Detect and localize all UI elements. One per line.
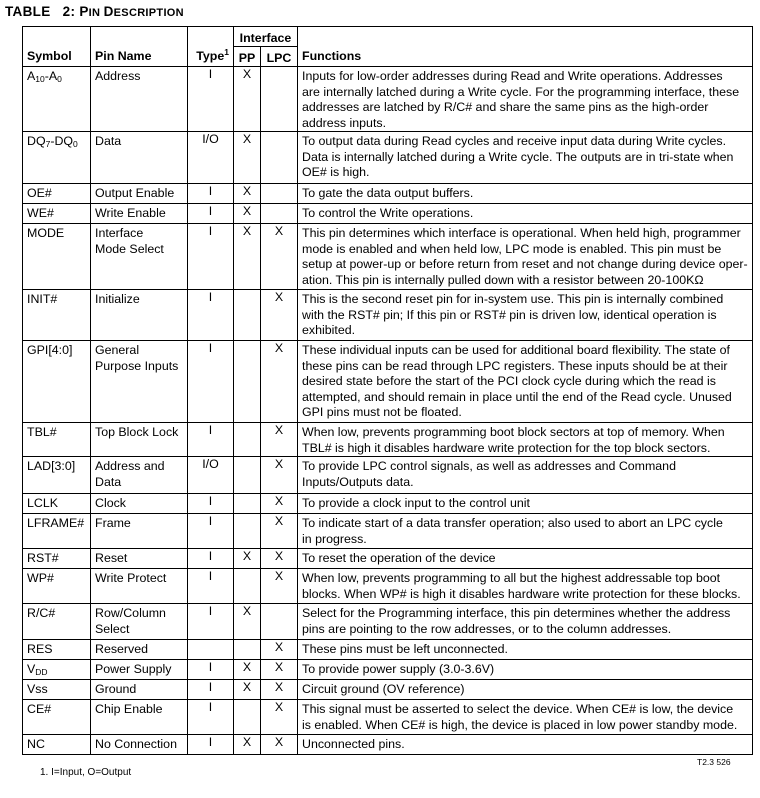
header-lpc: LPC <box>261 47 298 67</box>
cell-pin-name <box>91 680 188 700</box>
table-reference: T2.3 526 <box>697 757 731 767</box>
function-line: Data is internally latched during a Write cycle. The outputs are in tri-state when <box>302 149 734 164</box>
function-line: To control the Write operations. <box>302 206 474 220</box>
cell-pin-name <box>91 700 188 735</box>
cell-lpc: X <box>261 680 298 700</box>
cell-functions <box>298 514 753 549</box>
pin-name-line: Reset <box>95 551 128 565</box>
symbol-part: R/C# <box>27 606 56 620</box>
cell-functions <box>298 224 753 290</box>
function-line: is enabled. When CE# is high, the device is placed in low power standby mode. <box>302 717 738 732</box>
symbol-part: 7 <box>45 139 51 149</box>
cell-functions <box>298 132 753 184</box>
table-row <box>23 290 753 341</box>
function-line: To provide power supply (3.0-3.6V) <box>302 662 495 676</box>
cell-type: I <box>188 660 234 680</box>
cell-functions <box>298 569 753 604</box>
table-row <box>23 494 753 514</box>
cell-functions <box>298 67 753 132</box>
symbol-part: CE# <box>27 702 52 716</box>
symbol-part: LFRAME# <box>27 516 85 530</box>
cell-pin-name <box>91 514 188 549</box>
cell-pin-name <box>91 290 188 341</box>
pin-name-line: Initialize <box>95 292 140 306</box>
cell-pin-name <box>91 604 188 640</box>
pin-name-line: Address and <box>95 459 165 473</box>
cell-functions <box>298 604 753 640</box>
function-line: To reset the operation of the device <box>302 551 496 565</box>
cell-symbol <box>23 660 91 680</box>
cell-lpc: X <box>261 494 298 514</box>
cell-pin-name <box>91 224 188 290</box>
pin-name-line: No Connection <box>95 737 177 751</box>
title-label: TABLE <box>5 4 51 19</box>
function-line: When low, prevents programming to all but the highest addressable top boot <box>302 571 721 585</box>
table-row <box>23 640 753 660</box>
cell-type: I <box>188 67 234 132</box>
header-type <box>188 27 234 67</box>
header-pp: PP <box>234 47 261 67</box>
cell-pin-name <box>91 735 188 755</box>
symbol-part: A <box>27 69 36 83</box>
header-type-label: Type <box>196 48 225 63</box>
cell-pin-name <box>91 569 188 604</box>
function-line: This signal must be asserted to select the device. When CE# is low, the device <box>302 702 734 716</box>
cell-lpc: X <box>261 290 298 341</box>
cell-pin-name <box>91 67 188 132</box>
table-row <box>23 680 753 700</box>
symbol-part: LCLK <box>27 496 58 510</box>
title-name: PIN DESCRIPTION <box>79 4 184 19</box>
cell-type: I <box>188 341 234 423</box>
function-line: Inputs for low-order addresses during Read and Write operations. Addresses <box>302 69 723 83</box>
table-row <box>23 67 753 132</box>
cell-type: I <box>188 604 234 640</box>
cell-pin-name <box>91 204 188 224</box>
cell-functions <box>298 204 753 224</box>
cell-functions <box>298 494 753 514</box>
cell-type: I <box>188 514 234 549</box>
function-line: pins are pointing to the row addresses, or to the column addresses. <box>302 621 672 636</box>
table-row <box>23 224 753 290</box>
pin-name-line: Power Supply <box>95 662 172 676</box>
cell-symbol <box>23 494 91 514</box>
table-row <box>23 204 753 224</box>
pin-name-line: Top Block Lock <box>95 425 179 439</box>
cell-pin-name <box>91 184 188 204</box>
footnote-marker: 1 <box>224 46 229 57</box>
function-line: desired state before the start of the PCI clock cycle during which the read is <box>302 374 716 388</box>
cell-symbol <box>23 514 91 549</box>
cell-functions <box>298 549 753 569</box>
cell-symbol <box>23 735 91 755</box>
function-line: addresses are latched by R/C# and share the same pins as the high-order <box>302 100 709 114</box>
pin-name-line: Chip Enable <box>95 702 163 716</box>
cell-type: I <box>188 224 234 290</box>
pin-name-line: Output Enable <box>95 186 175 200</box>
function-line: To output data during Read cycles and receive input data during Write cycles. <box>302 134 727 148</box>
pin-name-line: Reserved <box>95 642 149 656</box>
cell-pin-name <box>91 549 188 569</box>
cell-symbol <box>23 604 91 640</box>
cell-symbol <box>23 341 91 423</box>
function-line: OE# is high. <box>302 165 370 179</box>
cell-pp <box>234 423 261 457</box>
cell-type: I <box>188 423 234 457</box>
table-row <box>23 341 753 423</box>
cell-lpc <box>261 604 298 640</box>
table-row <box>23 514 753 549</box>
function-line: To provide LPC control signals, as well as addresses and Command <box>302 459 676 473</box>
cell-pp: X <box>234 735 261 755</box>
symbol-part: 0 <box>73 139 78 149</box>
cell-pp: X <box>234 680 261 700</box>
symbol-part: OE# <box>27 186 52 200</box>
cell-lpc: X <box>261 549 298 569</box>
pin-name-line: Row/Column <box>95 606 166 620</box>
cell-pin-name <box>91 132 188 184</box>
function-line: Unconnected pins. <box>302 737 405 751</box>
symbol-part: RES <box>27 642 53 656</box>
cell-symbol <box>23 224 91 290</box>
cell-pp <box>234 494 261 514</box>
function-line: exhibited. <box>302 323 356 337</box>
pin-name-line: Ground <box>95 682 137 696</box>
pin-name-line: Clock <box>95 496 126 510</box>
symbol-part: -DQ <box>50 134 74 148</box>
function-line: setup at power-up or before return from reset and not change during device oper- <box>302 257 748 271</box>
symbol-part: RST# <box>27 551 59 565</box>
cell-functions <box>298 290 753 341</box>
cell-symbol <box>23 680 91 700</box>
cell-pin-name <box>91 457 188 494</box>
symbol-part: Vss <box>27 682 48 696</box>
table-row <box>23 660 753 680</box>
function-line: This pin determines which interface is operational. When held high, programmer <box>302 226 741 240</box>
function-line: address inputs. <box>302 115 387 130</box>
symbol-part: MODE <box>27 226 65 240</box>
table-row <box>23 132 753 184</box>
function-line: Circuit ground (OV reference) <box>302 682 465 696</box>
cell-pp: X <box>234 67 261 132</box>
pin-name-line: General <box>95 343 140 357</box>
cell-pp <box>234 700 261 735</box>
pin-description-table <box>22 26 753 755</box>
function-line: GPI pins must not be floated. <box>302 405 462 419</box>
function-line: These pins must be left unconnected. <box>302 642 508 656</box>
cell-type: I <box>188 549 234 569</box>
cell-pp: X <box>234 204 261 224</box>
cell-type: I <box>188 735 234 755</box>
pin-name-line: Data <box>95 474 122 489</box>
cell-symbol <box>23 549 91 569</box>
cell-symbol <box>23 640 91 660</box>
pin-name-line: Mode Select <box>95 241 164 256</box>
header-symbol: Symbol <box>23 27 91 67</box>
cell-lpc: X <box>261 640 298 660</box>
pin-name-line: Write Protect <box>95 571 167 585</box>
cell-lpc: X <box>261 224 298 290</box>
symbol-part: WE# <box>27 206 54 220</box>
cell-pp <box>234 640 261 660</box>
cell-pp: X <box>234 224 261 290</box>
cell-symbol <box>23 700 91 735</box>
cell-type: I <box>188 184 234 204</box>
function-line: When low, prevents programming boot block sectors at top of memory. When <box>302 425 725 439</box>
table-row <box>23 604 753 640</box>
cell-lpc: X <box>261 457 298 494</box>
cell-pp: X <box>234 604 261 640</box>
cell-symbol <box>23 184 91 204</box>
cell-functions <box>298 680 753 700</box>
pin-name-line: Address <box>95 69 141 83</box>
symbol-part: LAD[3:0] <box>27 459 76 473</box>
cell-pp <box>234 457 261 494</box>
cell-pin-name <box>91 640 188 660</box>
symbol-part: INIT# <box>27 292 58 306</box>
cell-type: I/O <box>188 132 234 184</box>
cell-pin-name <box>91 660 188 680</box>
function-line: To gate the data output buffers. <box>302 186 474 200</box>
symbol-part: NC <box>27 737 45 751</box>
cell-pp: X <box>234 660 261 680</box>
table-row <box>23 735 753 755</box>
cell-lpc <box>261 204 298 224</box>
cell-type: I <box>188 569 234 604</box>
cell-symbol <box>23 132 91 184</box>
function-line: ation. This pin is internally pulled down with a resistor between 20-100KΩ <box>302 272 704 287</box>
symbol-part: DD <box>35 667 48 677</box>
cell-symbol <box>23 290 91 341</box>
cell-pp <box>234 290 261 341</box>
function-line: To provide a clock input to the control unit <box>302 496 530 510</box>
pin-name-line: Write Enable <box>95 206 166 220</box>
function-line: attempted, and should remain in place until the end of the Read cycle. Unused <box>302 389 732 404</box>
pin-name-line: Data <box>95 134 122 148</box>
symbol-part: -A <box>44 69 58 83</box>
function-line: This is the second reset pin for in-system use. This pin is internally combined <box>302 292 724 306</box>
symbol-part: WP# <box>27 571 54 585</box>
function-line: mode is enabled and when held low, LPC mode is enabled. This pin must be <box>302 241 722 256</box>
symbol-part: 10 <box>35 74 45 84</box>
function-line: TBL# is high it disables hardware write protection for the top block sectors. <box>302 440 711 455</box>
header-functions: Functions <box>298 27 753 67</box>
cell-symbol <box>23 423 91 457</box>
function-line: These individual inputs can be used for additional board flexibility. The state of <box>302 343 730 357</box>
table-title <box>5 4 184 19</box>
function-line: Select for the Programming interface, this pin determines whether the address <box>302 606 731 620</box>
cell-lpc: X <box>261 514 298 549</box>
table-row <box>23 457 753 494</box>
function-line: Inputs/Outputs data. <box>302 474 414 489</box>
table-row <box>23 549 753 569</box>
cell-lpc: X <box>261 341 298 423</box>
function-line: with the RST# pin; If this pin or RST# pin is driven low, identical operation is <box>302 307 717 322</box>
footnote: 1. I=Input, O=Output <box>40 767 132 778</box>
cell-functions <box>298 423 753 457</box>
cell-functions <box>298 341 753 423</box>
cell-pin-name <box>91 494 188 514</box>
symbol-part: 0 <box>57 74 62 84</box>
cell-symbol <box>23 67 91 132</box>
cell-symbol <box>23 457 91 494</box>
cell-functions <box>298 640 753 660</box>
pin-name-line: Purpose Inputs <box>95 358 179 373</box>
table-row <box>23 569 753 604</box>
cell-pp <box>234 341 261 423</box>
cell-lpc: X <box>261 569 298 604</box>
symbol-part: DQ <box>27 134 46 148</box>
function-line: in progress. <box>302 531 367 546</box>
cell-lpc: X <box>261 660 298 680</box>
cell-functions <box>298 457 753 494</box>
cell-lpc <box>261 132 298 184</box>
cell-pp <box>234 569 261 604</box>
function-line: are internally latched during a Write cycle. For the programming interface, these <box>302 84 740 99</box>
cell-functions <box>298 700 753 735</box>
table-row <box>23 700 753 735</box>
pin-name-line: Frame <box>95 516 131 530</box>
cell-pp: X <box>234 132 261 184</box>
cell-symbol <box>23 204 91 224</box>
header-interface: Interface <box>234 27 298 47</box>
table-row <box>23 184 753 204</box>
cell-pp: X <box>234 184 261 204</box>
cell-type: I <box>188 494 234 514</box>
cell-symbol <box>23 569 91 604</box>
function-line: these pins can be read through LPC registers. These inputs should be at their <box>302 358 728 373</box>
function-line: To indicate start of a data transfer operation; also used to abort an LPC cycle <box>302 516 723 530</box>
cell-lpc: X <box>261 423 298 457</box>
cell-pp <box>234 514 261 549</box>
cell-pin-name <box>91 423 188 457</box>
cell-lpc <box>261 184 298 204</box>
function-line: blocks. When WP# is high it disables hardware write protection for these blocks. <box>302 586 741 601</box>
cell-functions <box>298 735 753 755</box>
cell-type <box>188 640 234 660</box>
symbol-part: GPI[4:0] <box>27 343 73 357</box>
cell-type: I <box>188 204 234 224</box>
symbol-part: V <box>27 662 36 676</box>
title-number: 2: <box>62 4 76 19</box>
header-pin-name: Pin Name <box>91 27 188 67</box>
cell-functions <box>298 660 753 680</box>
cell-pp: X <box>234 549 261 569</box>
cell-type: I <box>188 700 234 735</box>
cell-lpc <box>261 67 298 132</box>
pin-name-line: Interface <box>95 226 144 240</box>
cell-type: I <box>188 290 234 341</box>
cell-type: I/O <box>188 457 234 494</box>
cell-functions <box>298 184 753 204</box>
symbol-part: TBL# <box>27 425 57 439</box>
cell-type: I <box>188 680 234 700</box>
cell-pin-name <box>91 341 188 423</box>
cell-lpc: X <box>261 700 298 735</box>
table-row <box>23 423 753 457</box>
cell-lpc: X <box>261 735 298 755</box>
pin-name-line: Select <box>95 621 130 636</box>
